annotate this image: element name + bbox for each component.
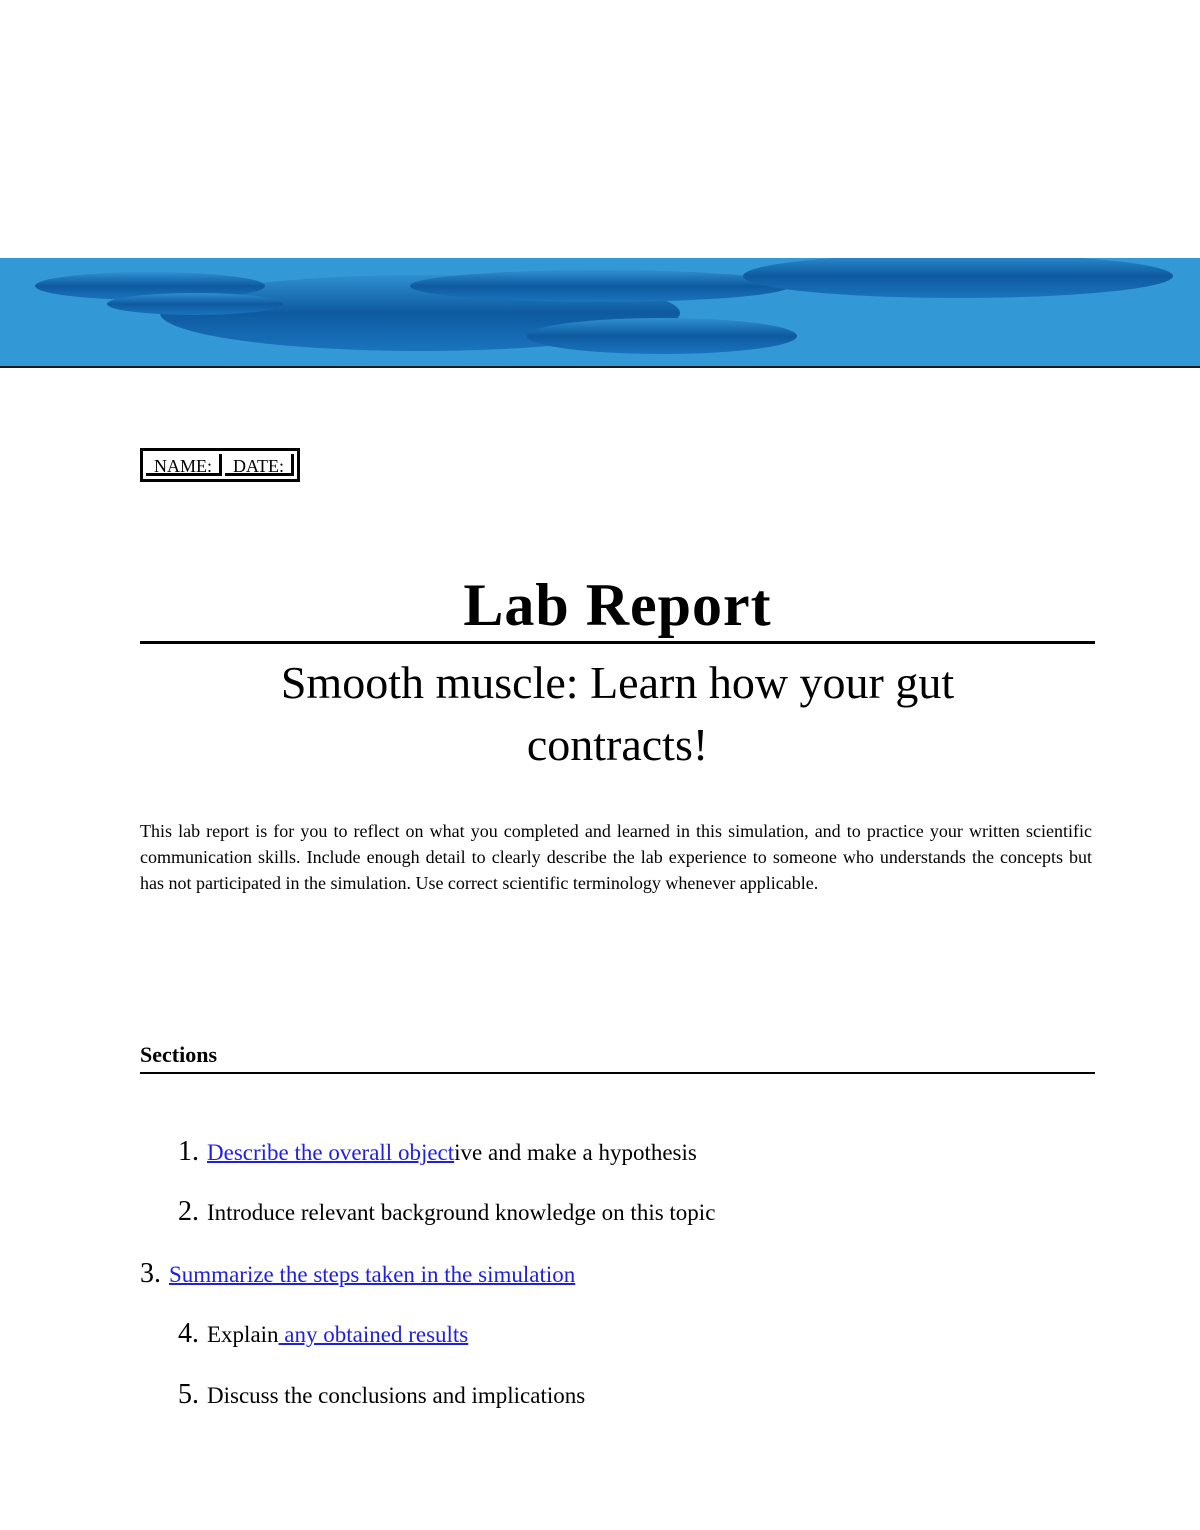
intro-paragraph: This lab report is for you to reflect on what you completed and learned in this simulation, and to practice your written scientific communication skills. Include enough detail to clearly describe the lab experience to someone who understands the concepts but has not participated in the simulation. Use correct scientific terminology whenever applicable. — [140, 821, 1092, 893]
section-number: 3. — [140, 1258, 161, 1289]
section-text: ive and make a hypothesis — [454, 1140, 697, 1165]
name-field[interactable]: NAME: — [146, 454, 222, 476]
header-banner — [0, 258, 1200, 368]
section-item-1 — [178, 1136, 697, 1169]
section-item-4 — [178, 1318, 468, 1351]
summarize-steps-link[interactable]: Summarize the steps taken in the simulation — [169, 1262, 576, 1287]
subtitle — [140, 652, 1095, 776]
section-number: 5. — [178, 1379, 199, 1410]
section-item-2 — [178, 1196, 715, 1229]
subtitle-line-1: Smooth muscle: Learn how your gut — [280, 657, 955, 708]
section-text: Introduce relevant background knowledge on this topic — [207, 1200, 716, 1225]
name-date-box — [140, 448, 300, 482]
sections-divider — [140, 1072, 1095, 1074]
sections-heading: Sections — [140, 1042, 217, 1067]
page-title: Lab Report — [463, 572, 772, 638]
section-text: Explain — [207, 1322, 279, 1347]
section-number: 1. — [178, 1136, 199, 1167]
section-item-5 — [178, 1379, 585, 1412]
section-number: 2. — [178, 1196, 199, 1227]
banner-graphic — [0, 258, 1200, 366]
results-link[interactable]: any obtained results — [278, 1322, 469, 1347]
section-number: 4. — [178, 1318, 199, 1349]
subtitle-line-2: contracts! — [526, 719, 709, 770]
section-text: Discuss the conclusions and implications — [207, 1383, 586, 1408]
title-divider — [140, 641, 1095, 644]
objective-link[interactable]: Describe the overall object — [207, 1140, 455, 1165]
section-item-3 — [140, 1258, 575, 1291]
date-field[interactable]: DATE: — [225, 454, 294, 476]
